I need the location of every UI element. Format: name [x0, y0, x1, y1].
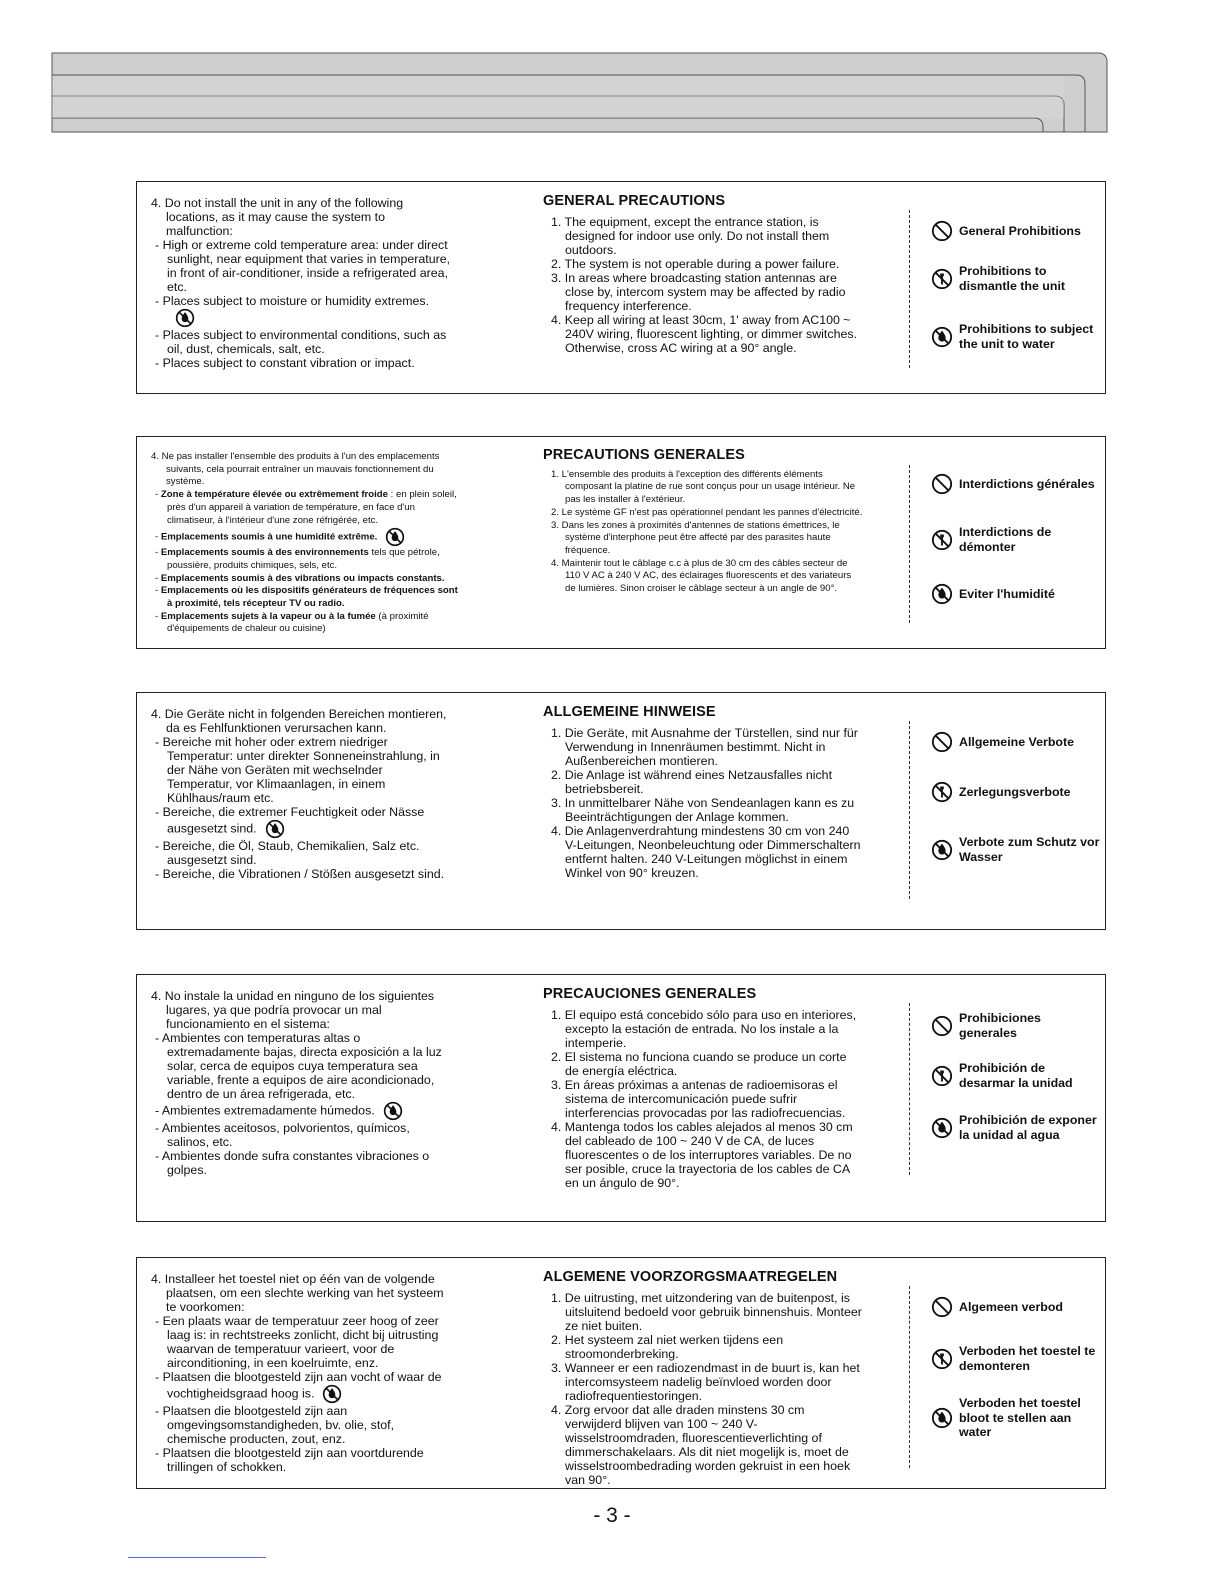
no-water-icon	[931, 1407, 953, 1429]
no-water-icon	[931, 583, 953, 605]
section-heading: ALGEMENE VOORZORGSMAATREGELEN	[543, 1269, 838, 1285]
list-item: - Bereiche, die Öl, Staub, Chemikalien, Salz etc. ausgesetzt sind.	[155, 839, 420, 867]
legend-general-prohibition: Prohibiciones generales	[931, 1011, 1101, 1040]
no-dismantle-icon	[931, 268, 953, 290]
header-tab-graphic	[0, 0, 1224, 140]
no-dismantle-icon	[931, 1348, 953, 1370]
no-water-icon	[931, 839, 953, 861]
precaution-item: 4. Keep all wiring at least 30cm, 1' away from AC100 ~ 240V wiring, fluorescent lighting, or dimmer switches. Otherwise, cross AC wiring at a 90° angle.	[551, 313, 857, 355]
prohibition-icon	[931, 731, 953, 753]
precaution-item: 1. Die Geräte, mit Ausnahme der Türstellen, sind nur für Verwendung in Innenräumen bestimmt. Nicht in Außenbereichen montieren.	[551, 726, 858, 768]
list-item: - Een plaats waar de temperatuur zeer hoog of zeer laag is: in rechtstreeks zonlicht, dicht bij uitrusting waarvan de temperatuur varieert, voor de airconditioning, in een koelruimte, enz.	[155, 1314, 439, 1370]
general-precautions	[543, 987, 863, 1190]
general-precautions	[543, 449, 863, 596]
install-locations-list	[151, 707, 451, 881]
section-german	[136, 692, 1106, 930]
precaution-item: 3. Wanneer er een radiozendmast in de buurt is, kan het intercomsysteem nadelig beïnvloed worden door radiofrequentiestoringen.	[551, 1361, 860, 1403]
dashed-divider	[909, 210, 910, 368]
precaution-item: 2. The system is not operable during a power failure.	[551, 257, 840, 271]
section-heading: PRECAUCIONES GENERALES	[543, 986, 757, 1002]
list-item: - Emplacements sujets à la vapeur ou à la fumée (à proximité d'équipements de chaleur ou cuisine)	[155, 610, 429, 635]
footer-line	[128, 1557, 266, 1558]
precaution-item: 4. Zorg ervoor dat alle draden minstens 30 cm verwijderd blijven van 100 ~ 240 V-wisselstroomdraden, fluorescentieverlichting of dimmerschakelaars. Als dit niet mogelijk is, moet de wisselstroombedrading worden gekruist in een hoek van 90°.	[551, 1403, 851, 1487]
precaution-item: 3. Dans les zones à proximités d'antennes de stations émettrices, le système d'interphone peut être affecté par des parasites haute fréquence.	[551, 519, 840, 556]
no-water-icon	[931, 326, 953, 348]
section-heading: ALLGEMEINE HINWEISE	[543, 704, 716, 720]
list-item: - Ambientes aceitosos, polvorientos, químicos, salinos, etc.	[155, 1121, 410, 1149]
list-item: - Plaatsen die blootgesteld zijn aan vocht of waar de vochtigheidsgraad hoog is.	[151, 1370, 451, 1404]
legend-general-prohibition: Interdictions générales	[931, 473, 1101, 495]
legend-no-dismantle: Prohibitions to dismantle the unit	[931, 264, 1101, 293]
general-precautions	[543, 705, 863, 880]
install-intro: 4. Die Geräte nicht in folgenden Bereichen montieren, da es Fehlfunktionen verursachen kann.	[151, 707, 447, 735]
section-english	[136, 181, 1106, 394]
precaution-item: 4. Die Anlagenverdrahtung mindestens 30 cm von 240 V-Leitungen, Neonbeleuchtung oder Dimmerschaltern entfernt halten. 240 V-Leitungen möglichst in einem Winkel von 90° kreuzen.	[551, 824, 861, 880]
symbol-legend	[931, 210, 1101, 370]
precaution-item: 2. El sistema no funciona cuando se produce un corte de energía eléctrica.	[551, 1050, 847, 1078]
section-dutch	[136, 1257, 1106, 1489]
precaution-item: 3. In areas where broadcasting station antennas are close by, intercom system may be affected by radio frequency interference.	[551, 271, 846, 313]
list-item: - Emplacements soumis à des vibrations ou impacts constants.	[155, 572, 445, 584]
legend-no-water: Eviter l'humidité	[931, 583, 1101, 605]
legend-general-prohibition: General Prohibitions	[931, 220, 1101, 242]
section-heading: PRECAUTIONS GENERALES	[543, 447, 745, 463]
legend-no-water: Verboden het toestel bloot te stellen aan water	[931, 1396, 1101, 1440]
legend-no-dismantle: Verboden het toestel te demonteren	[931, 1344, 1101, 1373]
no-water-icon	[322, 1384, 342, 1404]
precaution-item: 4. Maintenir tout le câblage c.c à plus de 30 cm des câbles secteur de 110 V AC à 240 V AC, des éclairages fluorescents et des variateurs de lumières. Sinon croiser le câblage secteur à un angle de 90°.	[551, 557, 852, 595]
list-item: - Places subject to constant vibration or impact.	[155, 356, 415, 370]
prohibition-icon	[931, 220, 953, 242]
precaution-item: 2. Le système GF n'est pas opérationnel pendant les pannes d'électricité.	[551, 506, 863, 518]
page-number: - 3 -	[593, 1504, 631, 1527]
dashed-divider	[909, 1286, 910, 1468]
no-water-icon	[383, 1101, 403, 1121]
dashed-divider	[909, 1003, 910, 1175]
precaution-item: 3. In unmittelbarer Nähe von Sendeanlagen kann es zu Beeinträchtigungen der Anlage kommen.	[551, 796, 855, 824]
prohibition-icon	[931, 1015, 953, 1037]
list-item: - Zone à température élevée ou extrêmement froide : en plein soleil, près d'un appareil à variation de température, en face d'un climatiseur, à l'intérieur d'une zone réfrigérée, etc.	[155, 489, 457, 526]
no-dismantle-icon	[931, 781, 953, 803]
symbol-legend	[931, 721, 1101, 901]
legend-no-water: Prohibición de exponer la unidad al agua	[931, 1113, 1101, 1142]
precaution-item: 1. De uitrusting, met uitzondering van de buitenpost, is uitsluitend bedoeld voor gebruik binnenshuis. Monteer ze niet buiten.	[551, 1291, 862, 1333]
list-item: - Emplacements soumis à des environnements tels que pétrole, poussière, produits chimiques, sels, etc.	[155, 547, 440, 571]
list-item: - Places subject to moisture or humidity extremes.	[151, 294, 451, 328]
list-item: - High or extreme cold temperature area: under direct sunlight, near equipment that varies in temperature, in front of air-conditioner, inside a refrigerated area, etc.	[155, 238, 451, 294]
symbol-legend	[931, 465, 1101, 625]
legend-no-water: Prohibitions to subject the unit to water	[931, 322, 1101, 351]
general-precautions	[543, 194, 863, 355]
dashed-divider	[909, 721, 910, 899]
no-water-icon	[385, 527, 405, 547]
precaution-item: 2. Die Anlage ist während eines Netzausfalles nicht betriebsbereit.	[551, 768, 833, 796]
install-locations-list	[151, 989, 451, 1177]
legend-no-dismantle: Prohibición de desarmar la unidad	[931, 1061, 1101, 1090]
precaution-item: 1. El equipo está concebido sólo para uso en interiores, excepto la estación de entrada. No los instale a la intemperie.	[551, 1008, 857, 1050]
symbol-legend	[931, 1003, 1101, 1178]
install-locations-list	[151, 1272, 451, 1474]
no-water-icon	[265, 819, 285, 839]
list-item: - Ambientes con temperaturas altas o extremadamente bajas, directa exposición a la luz solar, cerca de equipos cuya temperatura sea variable, frente a equipos de aire acondicionado, dentro de un área refrigerada, etc.	[155, 1031, 442, 1101]
legend-no-water: Verbote zum Schutz vor Wasser	[931, 835, 1101, 864]
list-item: - Plaatsen die blootgesteld zijn aan omgevingsomstandigheden, bv. olie, stof, chemische producten, zout, enz.	[155, 1404, 395, 1446]
install-intro: 4. Installeer het toestel niet op één van de volgende plaatsen, om een slechte werking van het systeem te voorkomen:	[151, 1272, 444, 1314]
section-french	[136, 436, 1106, 649]
no-water-icon	[931, 1117, 953, 1139]
install-locations-list	[151, 196, 451, 370]
install-locations-list	[151, 451, 461, 636]
prohibition-icon	[931, 473, 953, 495]
no-dismantle-icon	[931, 529, 953, 551]
legend-general-prohibition: Allgemeine Verbote	[931, 731, 1101, 753]
list-item: - Plaatsen die blootgesteld zijn aan voortdurende trillingen of schokken.	[155, 1446, 424, 1474]
list-item: - Bereiche, die extremer Feuchtigkeit oder Nässe ausgesetzt sind.	[151, 805, 451, 839]
list-item: - Emplacements où les dispositifs générateurs de fréquences sont à proximité, tels récepteur TV ou radio.	[155, 585, 458, 610]
no-dismantle-icon	[931, 1065, 953, 1087]
section-heading: GENERAL PRECAUTIONS	[543, 193, 726, 209]
prohibition-icon	[931, 1296, 953, 1318]
legend-general-prohibition: Algemeen verbod	[931, 1296, 1101, 1318]
legend-no-dismantle: Interdictions de démonter	[931, 525, 1101, 554]
list-item: - Bereiche, die Vibrationen / Stößen ausgesetzt sind.	[155, 867, 445, 881]
general-precautions	[543, 1270, 863, 1487]
install-intro: 4. Ne pas installer l'ensemble des produits à l'un des emplacements suivants, cela pourrait entraîner un mauvais fonctionnement du système.	[151, 451, 440, 488]
list-item: - Ambientes donde sufra constantes vibraciones o golpes.	[155, 1149, 430, 1177]
list-item: - Places subject to environmental conditions, such as oil, dust, chemicals, salt, etc.	[155, 328, 447, 356]
precaution-item: 3. En áreas próximas a antenas de radioemisoras el sistema de intercomunicación puede sufrir interferencias provocadas por las radiofrecuencias.	[551, 1078, 846, 1120]
symbol-legend	[931, 1286, 1101, 1471]
no-water-icon	[175, 308, 195, 328]
install-intro: 4. No instale la unidad en ninguno de los siguientes lugares, ya que podría provocar un mal funcionamiento en el sistema:	[151, 989, 435, 1031]
list-item: - Bereiche mit hoher oder extrem niedriger Temperatur: unter direkter Sonneneinstrahlung, in der Nähe von Geräten mit wechselnder Temperatur, vor Klimaanlagen, in einem Kühlhaus/raum etc.	[155, 735, 440, 805]
precaution-item: 1. The equipment, except the entrance station, is designed for indoor use only. Do not install them outdoors.	[551, 215, 830, 257]
section-spanish	[136, 974, 1106, 1222]
list-item: - Emplacements soumis à une humidité extrême.	[151, 527, 461, 547]
precaution-item: 1. L'ensemble des produits à l'exception des différents éléments composant la platine de rue sont conçus pour un usage intérieur. Ne pas les installer à l'extérieur.	[551, 468, 856, 506]
legend-no-dismantle: Zerlegungsverbote	[931, 781, 1101, 803]
precaution-item: 2. Het systeem zal niet werken tijdens een stroomonderbreking.	[551, 1333, 784, 1361]
list-item: - Ambientes extremadamente húmedos.	[151, 1101, 451, 1121]
precaution-item: 4. Mantenga todos los cables alejados al menos 30 cm del cableado de 100 ~ 240 V de CA, de luces fluorescentes o de los interruptores variables. De no ser posible, cruce la trayectoria de los cables de CA en un ángulo de 90°.	[551, 1120, 853, 1190]
install-intro: 4. Do not install the unit in any of the following locations, as it may cause the system to malfunction:	[151, 196, 404, 238]
dashed-divider	[909, 465, 910, 623]
